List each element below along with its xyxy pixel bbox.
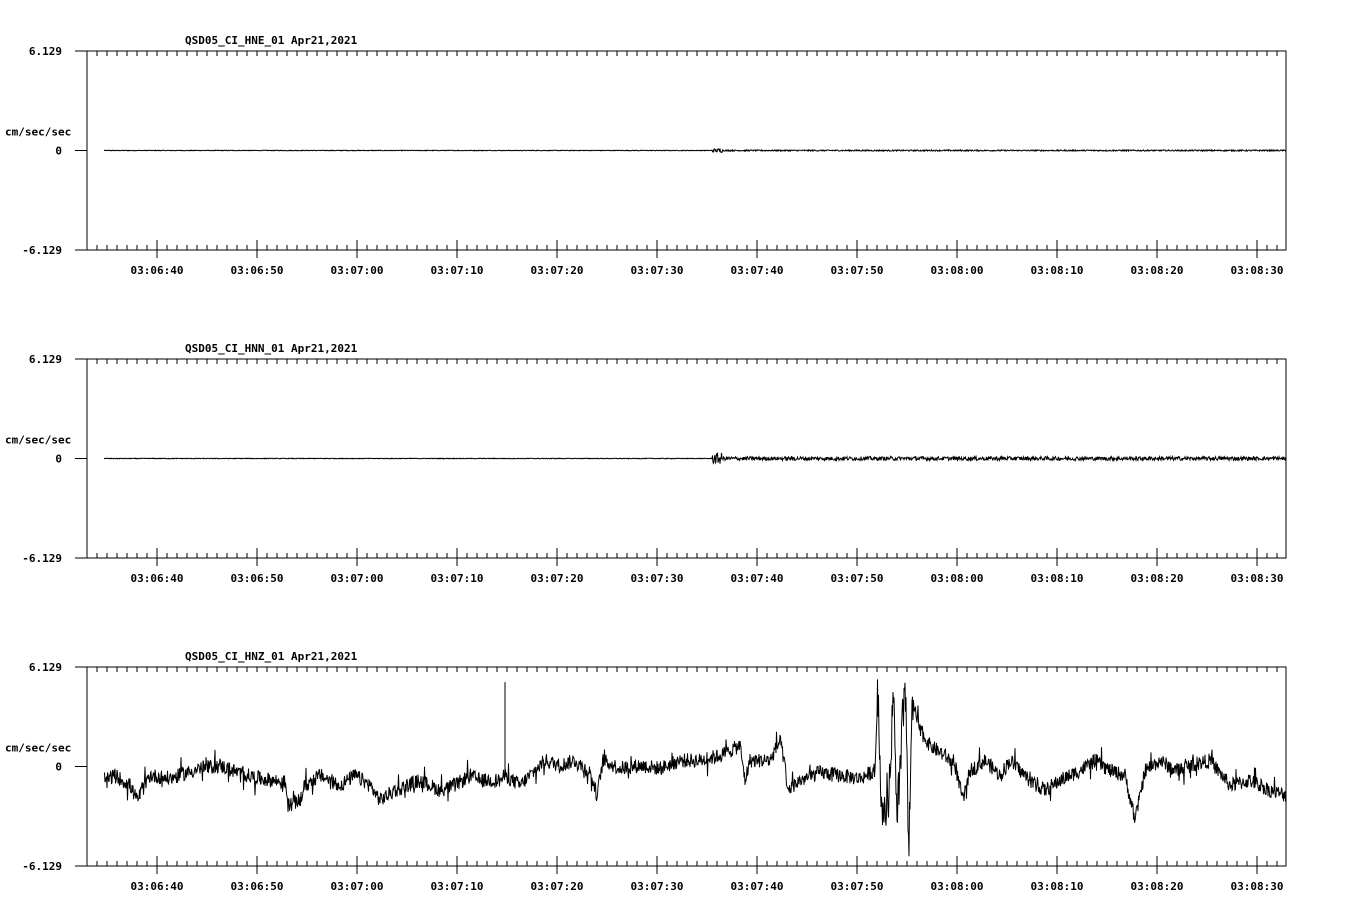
x-tick-label: 03:07:30 [630, 264, 684, 277]
waveform-trace [104, 453, 1286, 464]
y-tick-label: 0 [55, 452, 62, 466]
x-tick-label: 03:07:50 [830, 572, 884, 585]
x-tick-label: 03:08:10 [1030, 264, 1084, 277]
y-tick-label: -6.129 [22, 244, 62, 257]
y-axis-label: cm/sec/sec [5, 741, 72, 755]
y-axis-label: cm/sec/sec [5, 125, 72, 139]
x-tick-label: 03:07:00 [330, 264, 384, 277]
y-tick-label: 6.129 [28, 45, 62, 58]
x-tick-label: 03:07:20 [530, 264, 584, 277]
x-tick-label: 03:08:00 [930, 572, 984, 585]
x-tick-label: 03:08:20 [1130, 880, 1184, 893]
x-tick-label: 03:07:00 [330, 572, 384, 585]
x-tick-label: 03:06:40 [130, 572, 184, 585]
x-tick-label: 03:08:00 [930, 264, 984, 277]
x-tick-label: 03:07:20 [530, 572, 584, 585]
x-tick-label: 03:07:00 [330, 880, 384, 893]
y-tick-label: -6.129 [22, 552, 62, 565]
x-tick-label: 03:06:50 [230, 264, 284, 277]
x-tick-label: 03:07:20 [530, 880, 584, 893]
x-tick-label: 03:08:30 [1230, 264, 1284, 277]
x-tick-label: 03:06:40 [130, 880, 184, 893]
x-tick-label: 03:08:20 [1130, 264, 1184, 277]
x-tick-label: 03:06:50 [230, 880, 284, 893]
x-tick-label: 03:07:50 [830, 880, 884, 893]
x-tick-label: 03:08:00 [930, 880, 984, 893]
x-tick-label: 03:07:40 [730, 572, 784, 585]
y-tick-label: 0 [55, 760, 62, 774]
panel-title: QSD05_CI_HNZ_01 Apr21,2021 [185, 650, 358, 663]
x-tick-label: 03:07:30 [630, 572, 684, 585]
x-tick-label: 03:07:10 [430, 880, 484, 893]
x-tick-label: 03:08:10 [1030, 880, 1084, 893]
panel-title: QSD05_CI_HNN_01 Apr21,2021 [185, 342, 358, 355]
x-tick-label: 03:07:10 [430, 264, 484, 277]
x-tick-label: 03:07:10 [430, 572, 484, 585]
panel-title: QSD05_CI_HNE_01 Apr21,2021 [185, 34, 358, 47]
y-tick-label: -6.129 [22, 860, 62, 873]
x-tick-label: 03:08:20 [1130, 572, 1184, 585]
y-tick-label: 6.129 [28, 661, 62, 674]
y-axis-label: cm/sec/sec [5, 433, 72, 447]
x-tick-label: 03:08:10 [1030, 572, 1084, 585]
x-tick-label: 03:08:30 [1230, 572, 1284, 585]
x-tick-label: 03:07:30 [630, 880, 684, 893]
x-tick-label: 03:08:30 [1230, 880, 1284, 893]
x-tick-label: 03:07:40 [730, 880, 784, 893]
x-tick-label: 03:06:40 [130, 264, 184, 277]
y-tick-label: 6.129 [28, 353, 62, 366]
waveform-trace [104, 149, 1286, 152]
x-tick-label: 03:07:40 [730, 264, 784, 277]
x-tick-label: 03:07:50 [830, 264, 884, 277]
waveform-trace [104, 679, 1286, 856]
y-tick-label: 0 [55, 144, 62, 158]
x-tick-label: 03:06:50 [230, 572, 284, 585]
